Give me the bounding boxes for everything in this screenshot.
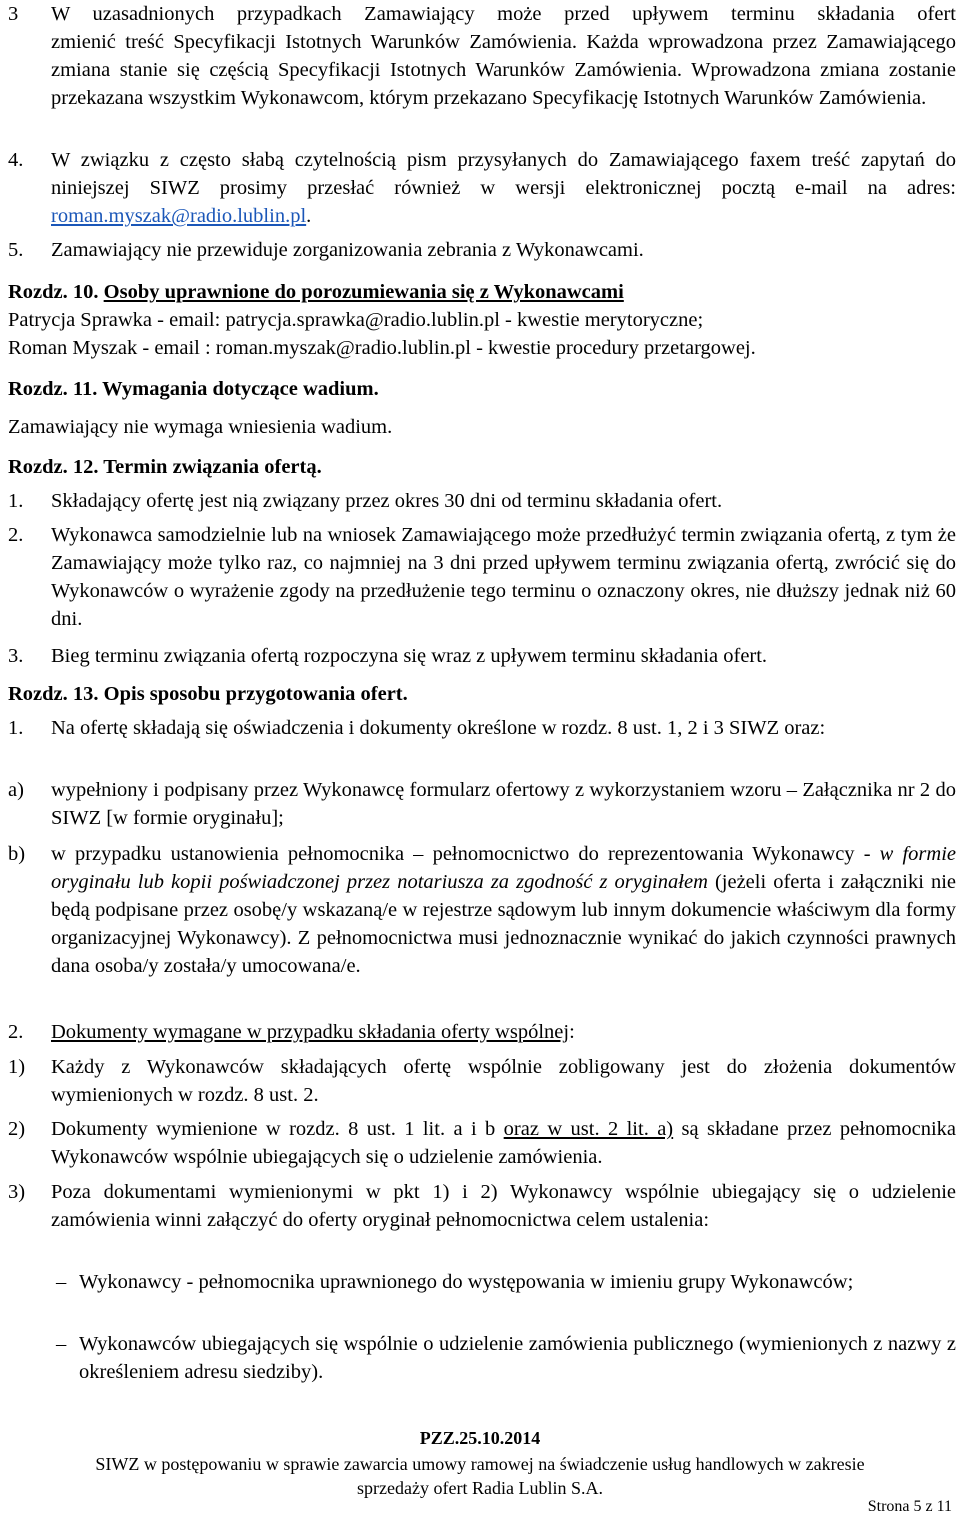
item-4-paragraph	[51, 146, 956, 230]
sub-3-number: 3)	[8, 1181, 26, 1203]
item-4-end: .	[306, 205, 312, 227]
s12-item-3-number: 3.	[8, 645, 24, 667]
s13-item-a-number: a)	[8, 779, 24, 801]
section-10-heading	[8, 278, 956, 306]
footer-line-1: SIWZ w postępowaniu w sprawie zawarcia umowy ramowej na świadczenie usług handlowych w zakresie	[95, 1454, 865, 1474]
sub-2-text-1: Dokumenty wymienione w rozdz. 8 ust. 1 lit. a i b	[51, 1118, 496, 1140]
section-11-title: Wymagania dotyczące wadium.	[102, 378, 379, 400]
s13-item-1-text: Na ofertę składają się oświadczenia i dokumenty określone w rozdz. 8 ust. 1, 2 i 3 SIWZ oraz:	[51, 717, 826, 739]
s12-item-2-text: Wykonawca samodzielnie lub na wniosek Zamawiającego może przedłużyć termin związania ofertą, z tym że Zamawiający może tylko raz, co najmniej na 3 dni przed upływem terminu związania ofertą, zwrócić się do Wykonawców o wyrażenie zgody na przedłużenie tego terminu o oznaczony okres, nie dłuższy jednak niż 60 dni.	[51, 524, 956, 630]
item-3-text: zmienić treść Specyfikacji Istotnych Warunków Zamówienia. Każda wprowadzona przez Zamawiającego zmiana stanie się częścią Specyfikacji Istotnych Warunków Zamówienia. Wprowadzona zmiana zostanie przekazana wszystkim Wykonawcom, którym przekazano Specyfikację Istotnych Warunków Zamówienia.	[51, 31, 956, 109]
s13-item-2-number: 2.	[8, 1021, 24, 1043]
s13-item-1-number: 1.	[8, 717, 24, 739]
s12-item-2-number: 2.	[8, 524, 24, 546]
s13-item-b-number: b)	[8, 843, 26, 865]
sub-3-text: Poza dokumentami wymienionymi w pkt 1) i 2) Wykonawcy wspólnie ubiegający się o udzielenie zamówienia winni załączyć do oferty oryginał pełnomocnictwa celem ustalenia:	[51, 1181, 956, 1231]
item-4-number: 4.	[8, 149, 24, 171]
section-10-title: Osoby uprawnione do porozumiewania się z Wykonawcami	[103, 281, 624, 303]
s13-item-b-text-2: (jeżeli oferta i załączniki nie będą podpisane przez osobę/y wskazaną/e w rejestrze sądowym lub innym dokumencie właściwym dla formy organizacyjnej Wykonawcy). Z pełnomocnictwa musi jednoznacznie wynikać do jakich czynności prawnych dana osoba/y została/y umocowana/e.	[51, 871, 957, 977]
section-11-label: Rozdz. 11.	[8, 378, 98, 400]
footer-code: PZZ.25.10.2014	[419, 1428, 541, 1448]
s12-item-3-text: Bieg terminu związania ofertą rozpoczyna się wraz z upływem terminu składania ofert.	[51, 645, 768, 667]
contact-line-1: Patrycja Sprawka - email: patrycja.sprawka@radio.lublin.pl - kwestie merytoryczne;	[8, 309, 704, 331]
section-11-heading	[8, 375, 956, 403]
dash-1-mark: –	[56, 1271, 67, 1293]
s12-item-1-number: 1.	[8, 490, 24, 512]
s13-item-a-text: wypełniony i podpisany przez Wykonawcę formularz ofertowy z wykorzystaniem wzoru – Załącznika nr 2 do SIWZ [w formie oryginału];	[51, 779, 956, 829]
sub-2-text-2: są składane przez pełnomocnika Wykonawców wspólnie ubiegających się o udzielenie zamówienia.	[51, 1118, 956, 1168]
section-13-title: Opis sposobu przygotowania ofert.	[103, 683, 408, 705]
sub-2-number: 2)	[8, 1118, 26, 1140]
section-12-title: Termin związania ofertą.	[103, 456, 322, 478]
contact-line-2: Roman Myszak - email : roman.myszak@radio.lublin.pl - kwestie procedury przetargowej.	[8, 337, 756, 359]
s13-item-2-title: Dokumenty wymagane w przypadku składania oferty wspólnej	[51, 1021, 570, 1043]
s13-item-b-paragraph	[51, 840, 956, 980]
footer-description	[0, 1452, 960, 1500]
item-3-line1: W uzasadnionych przypadkach Zamawiający może przed upływem terminu składania ofert	[51, 3, 956, 25]
page-number: Strona 5 z 11	[867, 1498, 952, 1515]
section-10-label: Rozdz. 10.	[8, 281, 99, 303]
item-4-text: W związku z często słabą czytelnością pism przysyłanych do Zamawiającego faxem treść zapytań do niniejszej SIWZ prosimy przesłać również w wersji elektronicznej pocztą e-mail na adres:	[51, 149, 956, 199]
sub-2-paragraph	[51, 1115, 956, 1171]
sub-1-number: 1)	[8, 1056, 26, 1078]
sub-1-text: Każdy z Wykonawców składających ofertę wspólnie zobligowany jest do złożenia dokumentów wymienionych w rozdz. 8 ust. 2.	[51, 1056, 956, 1106]
email-link[interactable]: roman.myszak@radio.lublin.pl	[51, 205, 307, 227]
sub-2-underlined: oraz w ust. 2 lit. a)	[503, 1118, 674, 1140]
section-12-label: Rozdz. 12.	[8, 456, 99, 478]
s13-item-2-colon: :	[569, 1021, 575, 1043]
dash-2-mark: –	[56, 1333, 67, 1355]
s13-item-2-heading	[51, 1018, 956, 1046]
item-5-number: 5.	[8, 239, 24, 261]
section-13-label: Rozdz. 13.	[8, 683, 99, 705]
section-12-heading	[8, 453, 956, 481]
dash-1-text: Wykonawcy - pełnomocnika uprawnionego do występowania w imieniu grupy Wykonawców;	[79, 1271, 854, 1293]
s13-item-b-italic: w formie oryginału lub kopii poświadczonej przez notariusza za zgodność z oryginałem	[51, 843, 957, 893]
s12-item-1-text: Składający ofertę jest nią związany przez okres 30 dni od terminu składania ofert.	[51, 490, 723, 512]
footer-line-2: sprzedaży ofert Radia Lublin S.A.	[357, 1478, 603, 1498]
item-3-number: 3	[8, 3, 19, 25]
item-5-text: Zamawiający nie przewiduje zorganizowania zebrania z Wykonawcami.	[51, 239, 644, 261]
s13-item-b-text-1: w przypadku ustanowienia pełnomocnika – pełnomocnictwo do reprezentowania Wykonawcy -	[51, 843, 871, 865]
section-13-heading	[8, 680, 956, 708]
section-11-text: Zamawiający nie wymaga wniesienia wadium.	[8, 416, 393, 438]
dash-2-text: Wykonawców ubiegających się wspólnie o udzielenie zamówienia publicznego (wymienionych z nazwy z określeniem adresu siedziby).	[79, 1333, 956, 1383]
